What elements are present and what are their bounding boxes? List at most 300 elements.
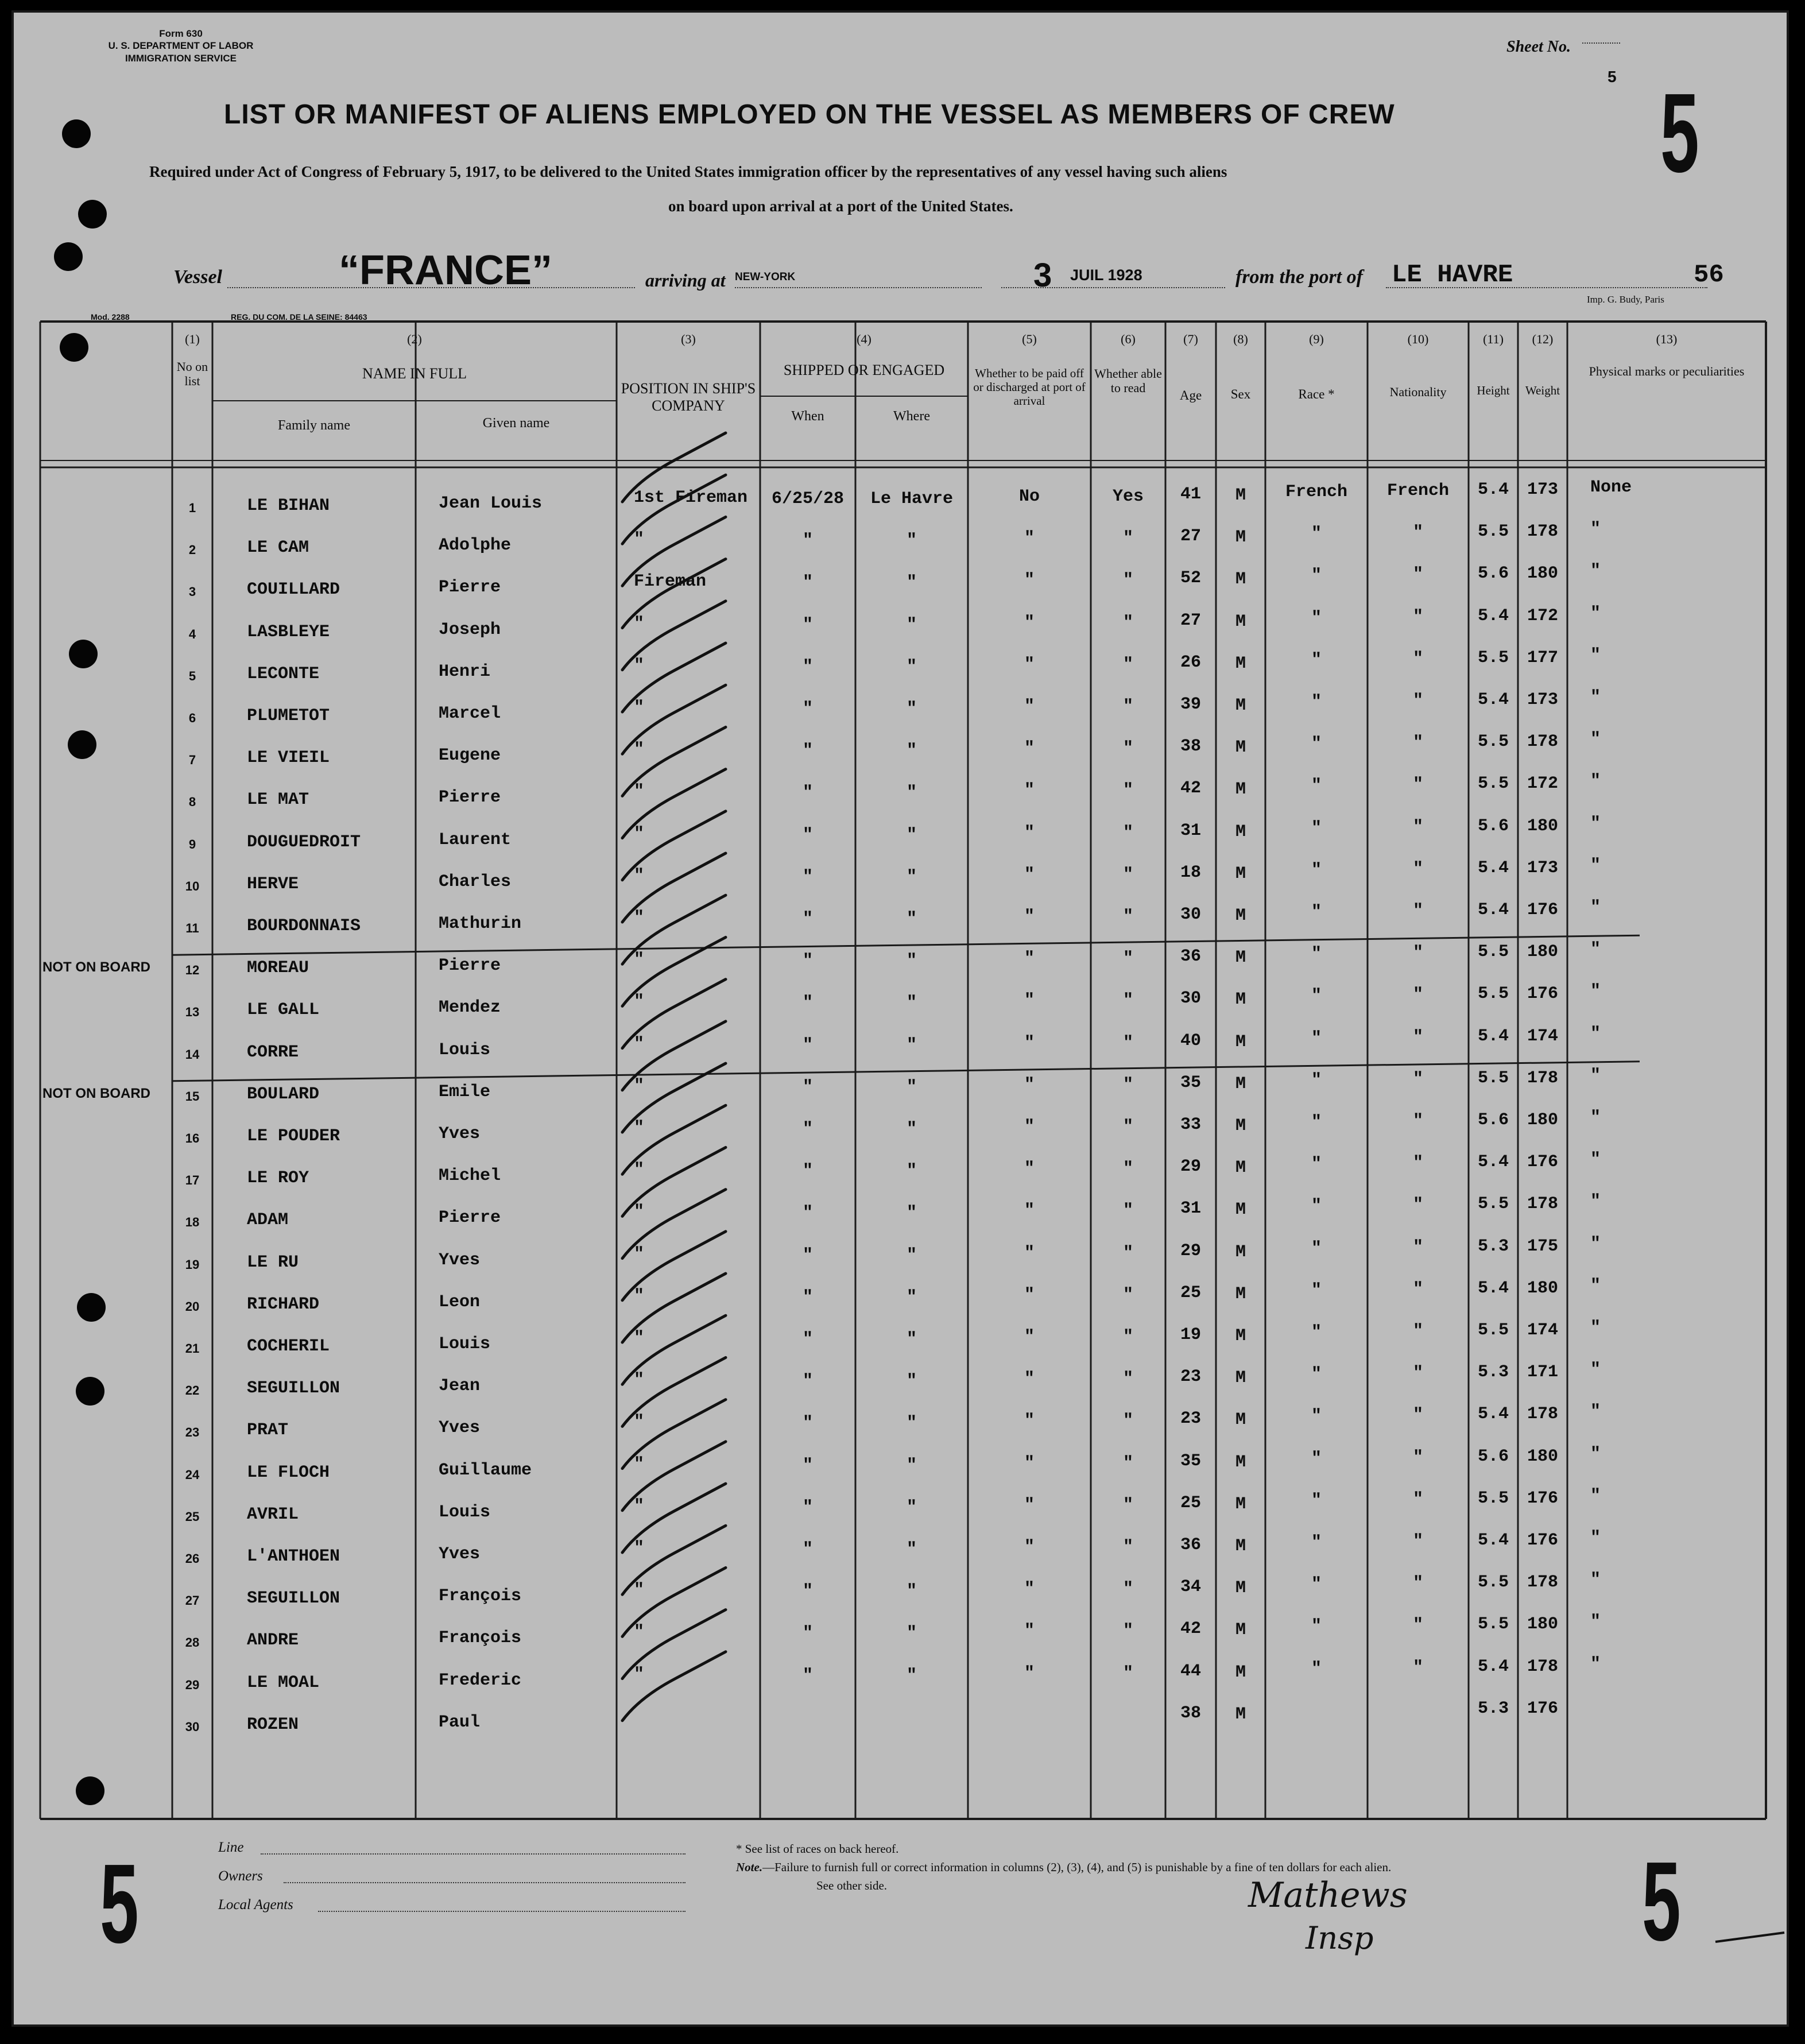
line-field	[261, 1853, 685, 1855]
cell-where: "	[906, 909, 917, 929]
cell-position: "	[634, 740, 645, 760]
cell-where: "	[906, 699, 917, 719]
cell-race: "	[1311, 650, 1322, 670]
cell-no: 21	[185, 1341, 200, 1356]
cell-family: SEGUILLON	[247, 1379, 340, 1399]
cell-when: "	[802, 573, 813, 593]
cell-read: "	[1122, 1663, 1133, 1683]
header-paid-off: Whether to be paid off or discharged at port of arrival	[973, 366, 1086, 408]
cell-when: "	[802, 1414, 813, 1434]
cell-weight: 180	[1527, 1446, 1558, 1466]
cell-age: 29	[1180, 1241, 1201, 1261]
cell-when: "	[802, 951, 813, 971]
sheet-number-small: 5	[1608, 68, 1617, 86]
cell-nationality: "	[1412, 649, 1423, 669]
cell-given: Mendez	[439, 998, 501, 1018]
cell-sex: M	[1235, 1704, 1246, 1724]
cell-weight: 175	[1527, 1236, 1558, 1256]
header-shipped-or-engaged: SHIPPED OR ENGAGED	[783, 362, 945, 378]
cell-no: 12	[185, 963, 200, 978]
cell-height: 5.5	[1477, 732, 1509, 752]
cell-given: Pierre	[439, 788, 501, 808]
cell-where: "	[906, 951, 917, 971]
cell-where: "	[906, 531, 917, 551]
cell-sex: M	[1235, 1074, 1246, 1094]
cell-age: 31	[1180, 820, 1201, 841]
cell-age: 36	[1180, 947, 1201, 967]
cell-sex: M	[1235, 1200, 1246, 1220]
cell-family: LE RU	[247, 1252, 299, 1272]
cell-sex: M	[1235, 611, 1246, 632]
cell-nationality: "	[1412, 775, 1423, 795]
cell-marks: "	[1590, 730, 1601, 750]
cell-paid: "	[1024, 1033, 1035, 1053]
cell-race: "	[1311, 608, 1322, 628]
cell-age: 44	[1180, 1661, 1201, 1681]
cell-family: PRAT	[247, 1420, 289, 1441]
cell-marks: "	[1590, 1528, 1601, 1548]
cell-sex: M	[1235, 990, 1246, 1010]
cell-height: 5.4	[1477, 1656, 1509, 1677]
cell-race: "	[1311, 818, 1322, 838]
header-when: When	[791, 409, 824, 424]
cell-race: "	[1311, 734, 1322, 754]
cell-race: "	[1311, 1617, 1322, 1637]
cell-where: "	[906, 867, 917, 887]
cell-sex: M	[1235, 906, 1246, 926]
cell-read: "	[1122, 1033, 1133, 1053]
cell-position: Fireman	[634, 572, 707, 592]
cell-when: "	[802, 1582, 813, 1602]
cell-given: Frederic	[439, 1670, 522, 1690]
cell-height: 5.3	[1477, 1698, 1509, 1718]
cell-paid: "	[1024, 571, 1035, 591]
cell-when: "	[802, 825, 813, 845]
cell-when: "	[802, 531, 813, 551]
cell-family: ROZEN	[247, 1714, 299, 1735]
cell-no: 17	[185, 1173, 200, 1188]
cell-position: 1st Fireman	[634, 488, 748, 508]
vessel-name: “FRANCE”	[339, 247, 552, 293]
cell-marks: "	[1590, 1486, 1601, 1506]
cell-family: SEGUILLON	[247, 1589, 340, 1609]
cell-sex: M	[1235, 822, 1246, 842]
cell-weight: 173	[1527, 480, 1558, 500]
cell-position: "	[634, 1454, 645, 1474]
cell-paid: "	[1024, 1621, 1035, 1642]
column-number: (12)	[1532, 332, 1554, 346]
cell-nationality: "	[1412, 1153, 1423, 1174]
cell-no: 30	[185, 1719, 200, 1734]
column-number: (3)	[681, 332, 696, 346]
cell-position: "	[634, 1581, 645, 1601]
cell-marks: "	[1590, 1612, 1601, 1632]
cell-sex: M	[1235, 1368, 1246, 1388]
header-height: Height	[1477, 384, 1510, 397]
cell-no: 1	[188, 501, 196, 515]
cell-position: "	[634, 1118, 645, 1138]
cell-weight: 178	[1527, 1068, 1558, 1088]
cell-height: 5.5	[1477, 1068, 1509, 1088]
cell-height: 5.4	[1477, 858, 1509, 878]
cell-position: "	[634, 1371, 645, 1391]
manifest-title: LIST OR MANIFEST OF ALIENS EMPLOYED ON THE VESSEL AS MEMBERS OF CREW	[224, 99, 1395, 130]
cell-given: Henri	[439, 661, 491, 682]
cell-no: 15	[185, 1089, 200, 1104]
cell-marks: "	[1590, 1276, 1601, 1296]
cell-weight: 178	[1527, 732, 1558, 752]
cell-nationality: "	[1412, 1322, 1423, 1341]
cell-height: 5.6	[1477, 1110, 1509, 1130]
cell-where: "	[906, 1372, 917, 1392]
cell-height: 5.5	[1477, 984, 1509, 1004]
cell-sex: M	[1235, 738, 1246, 758]
departure-port: LE HAVRE	[1392, 261, 1513, 289]
cell-sex: M	[1235, 1452, 1246, 1472]
cell-no: 22	[185, 1383, 200, 1398]
cell-height: 5.6	[1477, 1446, 1509, 1466]
cell-sex: M	[1235, 1326, 1246, 1346]
cell-no: 20	[185, 1299, 200, 1314]
cell-when: "	[802, 1624, 813, 1644]
cell-when: "	[802, 783, 813, 803]
cell-when: "	[802, 699, 813, 719]
cell-race: "	[1311, 1028, 1322, 1048]
column-number: (6)	[1121, 332, 1136, 346]
cell-family: COUILLARD	[247, 580, 340, 600]
cell-race: "	[1311, 692, 1322, 712]
cell-marks: "	[1590, 645, 1601, 665]
column-number: (4)	[857, 332, 871, 346]
cell-where: "	[906, 741, 917, 761]
cell-position: "	[634, 866, 645, 886]
cell-paid: "	[1024, 1663, 1035, 1683]
vessel-label: Vessel	[173, 266, 222, 288]
cell-sex: M	[1235, 864, 1246, 884]
cell-age: 41	[1180, 485, 1201, 504]
cell-read: "	[1122, 865, 1133, 885]
manifest-sheet	[11, 10, 1789, 2027]
cell-age: 40	[1180, 1031, 1201, 1051]
cell-given: Jean Louis	[439, 494, 543, 513]
header-sex: Sex	[1230, 387, 1251, 401]
cell-race: "	[1311, 1659, 1322, 1679]
cell-weight: 176	[1527, 984, 1558, 1004]
voyage-code: 56	[1694, 261, 1724, 289]
cell-given: Pierre	[439, 1208, 501, 1228]
cell-paid: "	[1024, 991, 1035, 1011]
cell-family: LE BIHAN	[247, 496, 330, 516]
cell-where: "	[906, 1330, 917, 1349]
cell-family: BOURDONNAIS	[247, 916, 361, 936]
cell-position: "	[634, 1664, 645, 1685]
mod-number: Mod. 2288	[91, 312, 130, 322]
cell-nationality: "	[1412, 1027, 1423, 1047]
cell-position: "	[634, 782, 645, 802]
cell-position: "	[634, 614, 645, 634]
cell-weight: 176	[1527, 1488, 1558, 1508]
cell-position: "	[634, 950, 645, 970]
cell-read: "	[1122, 1075, 1133, 1095]
cell-family: LECONTE	[247, 664, 320, 684]
cell-paid: "	[1024, 1159, 1035, 1179]
sheet-label: Sheet No.	[1506, 38, 1571, 56]
cell-position: "	[634, 698, 645, 718]
cell-when: "	[802, 993, 813, 1013]
cell-age: 25	[1180, 1283, 1201, 1303]
cell-when: 6/25/28	[771, 489, 845, 509]
cell-weight: 180	[1527, 942, 1558, 962]
cell-nationality: "	[1412, 733, 1423, 753]
cell-race: "	[1311, 1155, 1322, 1175]
cell-nationality: "	[1412, 1447, 1423, 1468]
cell-family: LE ROY	[247, 1168, 309, 1189]
cell-paid: "	[1024, 1243, 1035, 1263]
cell-sex: M	[1235, 1578, 1246, 1598]
cell-no: 27	[185, 1593, 200, 1608]
cell-read: "	[1122, 1580, 1133, 1600]
cell-read: "	[1122, 655, 1133, 675]
cell-where: "	[906, 1624, 917, 1644]
cell-sex: M	[1235, 1158, 1246, 1178]
cell-marks: "	[1590, 688, 1601, 707]
cell-age: 36	[1180, 1535, 1201, 1555]
cell-no: 8	[188, 795, 196, 810]
cell-marks: "	[1590, 855, 1601, 876]
cell-race: "	[1311, 566, 1322, 586]
cell-age: 25	[1180, 1493, 1201, 1513]
column-number: (2)	[407, 332, 422, 346]
cell-given: Louis	[439, 1502, 491, 1522]
cell-race: "	[1311, 1407, 1322, 1427]
cell-given: Yves	[439, 1124, 481, 1144]
cell-position: "	[634, 656, 645, 676]
registration-line: REG. DU COM. DE LA SEINE: 84463	[231, 312, 367, 322]
cell-weight: 176	[1527, 1698, 1558, 1718]
cell-no: 11	[185, 921, 199, 935]
cell-given: Michel	[439, 1166, 501, 1186]
arriving-label: arriving at	[645, 270, 726, 291]
see-other-side: See other side.	[816, 1879, 888, 1892]
cell-race: "	[1311, 986, 1322, 1006]
cell-where: "	[906, 1077, 917, 1097]
cell-age: 35	[1180, 1073, 1201, 1093]
cell-marks: "	[1590, 1192, 1601, 1212]
cell-marks: None	[1590, 478, 1632, 497]
cell-nationality: "	[1412, 859, 1423, 879]
cell-sex: M	[1235, 528, 1246, 548]
cell-paid: "	[1024, 907, 1035, 927]
cell-marks: "	[1590, 982, 1601, 1002]
cell-nationality: "	[1412, 1112, 1423, 1131]
cell-where: "	[906, 1035, 917, 1055]
cell-where: "	[906, 657, 917, 677]
cell-position: "	[634, 824, 645, 844]
cell-age: 38	[1180, 1703, 1201, 1723]
cell-where: "	[906, 1162, 917, 1182]
cell-age: 18	[1180, 862, 1201, 882]
cell-given: Louis	[439, 1040, 491, 1060]
cell-weight: 174	[1527, 1026, 1558, 1046]
cell-read: "	[1122, 781, 1133, 801]
cell-family: LE CAM	[247, 538, 309, 558]
cell-sex: M	[1235, 1662, 1246, 1682]
cell-nationality: "	[1412, 1069, 1423, 1089]
cell-height: 5.5	[1477, 648, 1509, 668]
cell-family: RICHARD	[247, 1294, 320, 1314]
cell-sex: M	[1235, 653, 1246, 673]
cell-given: Marcel	[439, 704, 501, 723]
cell-marks: "	[1590, 1318, 1601, 1338]
cell-weight: 178	[1527, 522, 1558, 542]
cell-height: 5.6	[1477, 816, 1509, 836]
column-number: (1)	[185, 332, 200, 346]
cell-family: L'ANTHOEN	[247, 1547, 340, 1566]
cell-sex: M	[1235, 570, 1246, 590]
cell-marks: "	[1590, 1108, 1601, 1128]
cell-read: "	[1122, 907, 1133, 927]
cell-paid: "	[1024, 655, 1035, 675]
cell-age: 23	[1180, 1367, 1201, 1387]
cell-paid: "	[1024, 1580, 1035, 1600]
cell-read: "	[1122, 613, 1133, 633]
cell-race: French	[1285, 482, 1348, 502]
cell-height: 5.4	[1477, 1404, 1509, 1424]
cell-nationality: "	[1412, 565, 1423, 585]
arrival-day: 3	[1033, 257, 1052, 294]
cell-family: ADAM	[247, 1210, 289, 1230]
cell-when: "	[802, 1540, 813, 1559]
cell-when: "	[802, 615, 813, 635]
cell-weight: 176	[1527, 1152, 1558, 1172]
cell-given: Eugene	[439, 746, 501, 766]
cell-height: 5.3	[1477, 1362, 1509, 1383]
cell-paid: "	[1024, 1369, 1035, 1389]
cell-marks: "	[1590, 1024, 1601, 1044]
note-text: —Failure to furnish full or correct information in columns (2), (3), (4), and (5) is punishable by a fine of ten dollars for each alien.	[762, 1860, 1392, 1874]
cell-no: 14	[185, 1047, 200, 1062]
races-footnote: * See list of races on back hereof.	[736, 1842, 899, 1856]
cell-weight: 172	[1527, 606, 1558, 626]
cell-position: "	[634, 1623, 645, 1643]
cell-nationality: "	[1412, 1279, 1423, 1299]
cell-given: Adolphe	[439, 536, 512, 556]
big-number-bottom-right: 5	[1642, 1838, 1681, 1964]
cell-given: Joseph	[439, 620, 501, 640]
cell-sex: M	[1235, 1032, 1246, 1052]
cell-when: "	[802, 1203, 813, 1224]
cell-where: "	[906, 993, 917, 1013]
cell-race: "	[1311, 1238, 1322, 1259]
cell-no: 5	[188, 668, 196, 683]
cell-nationality: "	[1412, 1532, 1423, 1551]
cell-when: "	[802, 1666, 813, 1686]
owners-field	[284, 1882, 685, 1883]
cell-when: "	[802, 1035, 813, 1055]
local-agents-label: Local Agents	[218, 1897, 293, 1913]
cell-no: 10	[185, 878, 200, 893]
cell-paid: "	[1024, 1411, 1035, 1431]
cell-when: "	[802, 1372, 813, 1392]
cell-height: 5.4	[1477, 900, 1509, 920]
cell-sex: M	[1235, 1410, 1246, 1430]
cell-paid: "	[1024, 949, 1035, 969]
cell-nationality: "	[1412, 1364, 1423, 1384]
cell-no: 24	[185, 1467, 200, 1482]
cell-weight: 176	[1527, 900, 1558, 920]
cell-given: Yves	[439, 1418, 481, 1438]
cell-sex: M	[1235, 486, 1246, 505]
cell-height: 5.4	[1477, 690, 1509, 710]
cell-read: "	[1122, 1159, 1133, 1179]
cell-weight: 173	[1527, 858, 1558, 878]
cell-when: "	[802, 1497, 813, 1517]
cell-read: "	[1122, 823, 1133, 843]
cell-where: "	[906, 1120, 917, 1139]
header-given-name: Given name	[482, 416, 550, 431]
cell-nationality: "	[1412, 1489, 1423, 1509]
cell-age: 19	[1180, 1325, 1201, 1345]
cell-when: "	[802, 1162, 813, 1182]
cell-read: Yes	[1112, 487, 1144, 506]
cell-when: "	[802, 1455, 813, 1476]
cell-race: "	[1311, 1575, 1322, 1595]
cell-age: 29	[1180, 1157, 1201, 1177]
cell-read: "	[1122, 1495, 1133, 1515]
cell-nationality: "	[1412, 1406, 1423, 1426]
cell-marks: "	[1590, 1066, 1601, 1086]
cell-age: 34	[1180, 1577, 1201, 1597]
cell-family: LE FLOCH	[247, 1462, 330, 1482]
cell-paid: "	[1024, 781, 1035, 801]
note-label: Note.	[736, 1860, 763, 1874]
cell-weight: 180	[1527, 1110, 1558, 1130]
cell-where: Le Havre	[870, 489, 954, 509]
header-nationality: Nationality	[1389, 385, 1447, 399]
cell-height: 5.5	[1477, 774, 1509, 794]
cell-weight: 178	[1527, 1573, 1558, 1593]
cell-nationality: "	[1412, 1195, 1423, 1215]
cell-age: 27	[1180, 527, 1201, 547]
cell-sex: M	[1235, 1536, 1246, 1556]
header-no-on-list: No on list	[176, 359, 208, 389]
column-number: (8)	[1233, 332, 1248, 346]
cell-marks: "	[1590, 562, 1601, 582]
cell-marks: "	[1590, 814, 1601, 834]
cell-read: "	[1122, 1453, 1133, 1473]
cell-weight: 180	[1527, 1615, 1558, 1635]
cell-given: Jean	[439, 1376, 481, 1396]
cell-position: "	[634, 1244, 645, 1264]
cell-when: "	[802, 1287, 813, 1307]
arriving-port: NEW-YORK	[735, 271, 796, 283]
header-race: Race *	[1298, 387, 1335, 401]
cell-read: "	[1122, 1201, 1133, 1221]
cell-paid: "	[1024, 1453, 1035, 1473]
cell-sex: M	[1235, 1284, 1246, 1304]
cell-when: "	[802, 741, 813, 761]
header-where: Where	[893, 409, 930, 424]
column-number: (9)	[1309, 332, 1324, 346]
cell-family: LE VIEIL	[247, 748, 330, 768]
cell-nationality: "	[1412, 817, 1423, 837]
cell-weight: 178	[1527, 1194, 1558, 1214]
cell-nationality: "	[1412, 901, 1423, 921]
cell-paid: "	[1024, 613, 1035, 633]
cell-height: 5.4	[1477, 1026, 1509, 1046]
cell-weight: 178	[1527, 1404, 1558, 1424]
header-able-to-read: Whether able to read	[1094, 366, 1162, 396]
